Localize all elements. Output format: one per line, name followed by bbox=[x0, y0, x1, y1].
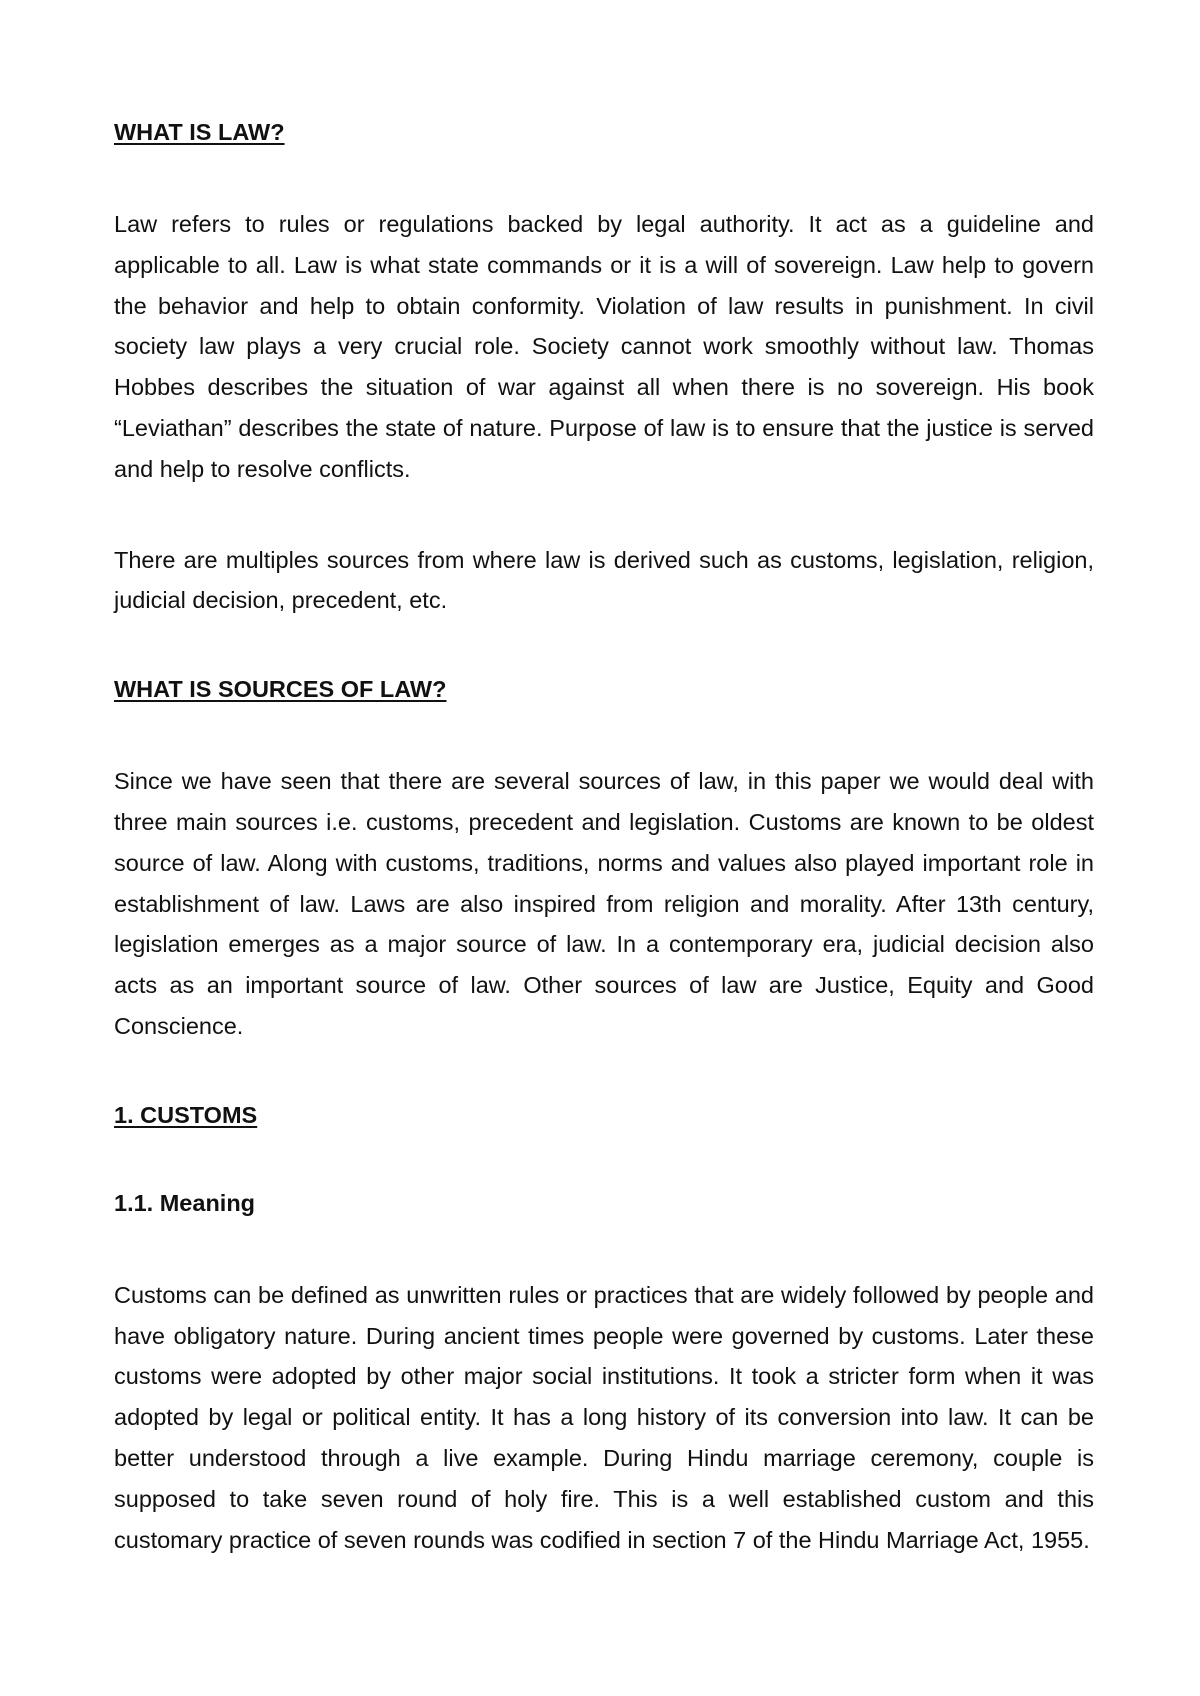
heading-what-is-law: WHAT IS LAW? bbox=[114, 119, 285, 145]
paragraph-sources-of-law: Since we have seen that there are several sources of law, in this paper we would deal with three main sources i.e. customs, precedent and legislation. Customs are known to be oldest source of law. Along with customs, traditions, norms and values also played important role in establishment of law. Laws are also inspired from religion and morality. After 13th century, legislation emerges as a major source of law. In a contemporary era, judicial decision also acts as an important source of law. Other sources of law are Justice, Equity and Good Conscience. bbox=[114, 768, 1094, 1039]
paragraph-law-sources-list: There are multiples sources from where law is derived such as customs, legislation, religion, judicial decision, precedent, etc. bbox=[114, 546, 1094, 614]
document-page bbox=[114, 112, 1094, 1560]
heading-customs: 1. CUSTOMS bbox=[114, 1101, 258, 1128]
paragraph-customs-meaning: Customs can be defined as unwritten rules or practices that are widely followed by people and have obligatory nature. During ancient times people were governed by customs. Later these customs were adopted by other major social institutions. It took a stricter form when it was adopted by legal or political entity. It has a long history of its conversion into law. It can be better understood through a live example. During Hindu marriage ceremony, couple is supposed to take seven round of holy fire. This is a well established custom and this customary practice of seven rounds was codified in section 7 of the Hindu Marriage Act, 1955. bbox=[114, 1281, 1094, 1553]
heading-sources-of-law: WHAT IS SOURCES OF LAW? bbox=[114, 676, 447, 703]
paragraph-law-definition: Law refers to rules or regulations backed by legal authority. It act as a guideline and applicable to all. Law is what state commands or it is a will of sovereign. Law help to govern the behavior and help to obtain conformity. Violation of law results in punishment. In civil society law plays a very crucial role. Society cannot work smoothly without law. Thomas Hobbes describes the situation of war against all when there is no sovereign. His book “Leviathan” describes the state of nature. Purpose of law is to ensure that the justice is served and help to resolve conflicts. bbox=[114, 211, 1094, 482]
subheading-meaning: 1.1. Meaning bbox=[114, 1189, 256, 1216]
